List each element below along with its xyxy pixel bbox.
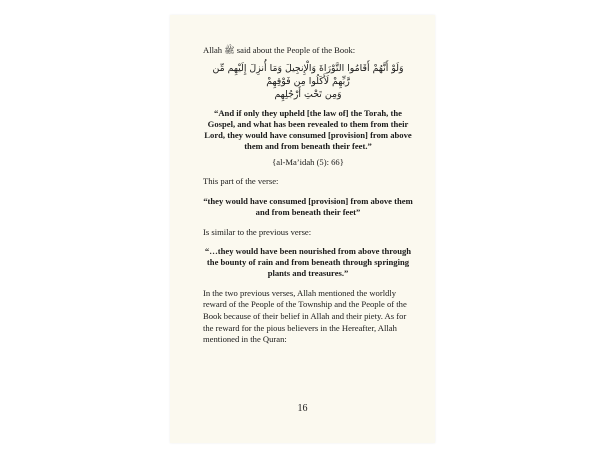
arabic-verse	[203, 62, 413, 101]
verse-translation: “And if only they upheld [the law of] the Torah, the Gospel, and what has been revealed to them from their Lord, they would have consumed [provision] from above them and from beneath their feet.”	[204, 108, 412, 152]
intro-text: Allah ﷺ said about the People of the Book:	[203, 45, 356, 55]
arabic-verse-line-1: وَلَوْ أَنَّهُمْ أَقَامُوا التَّوْرَاةَ وَالْإِنجِيلَ وَمَا أُنزِلَ إِلَيْهِم مِّن رَّبِّهِمْ لَأَكَلُوا مِن فَوْقِهِمْ	[212, 63, 404, 88]
arabic-verse-line-2: وَمِن تَحْتِ أَرْجُلِهِم	[274, 89, 342, 101]
paragraph-explanation: In the two previous verses, Allah mentioned the worldly reward of the People of the Township and the People of the Book because of their belief in Allah and their piety. As for the reward for the pious believers in the Hereafter, Allah mentioned in the Quran:	[203, 287, 407, 345]
page-content	[203, 45, 413, 346]
paragraph-similar: Is similar to the previous verse:	[203, 226, 312, 237]
quoted-verse-part: “they would have consumed [provision] from above them and from beneath their feet”	[203, 195, 413, 217]
quoted-previous-verse: “…they would have been nourished from above through the bounty of rain and from beneath through springing plants and treasures.”	[204, 245, 412, 278]
verse-reference: {al-Ma’idah (5): 66}	[272, 157, 344, 168]
book-page	[170, 15, 435, 443]
page-number: 16	[297, 403, 308, 414]
paragraph-verse-part: This part of the verse:	[203, 176, 279, 187]
